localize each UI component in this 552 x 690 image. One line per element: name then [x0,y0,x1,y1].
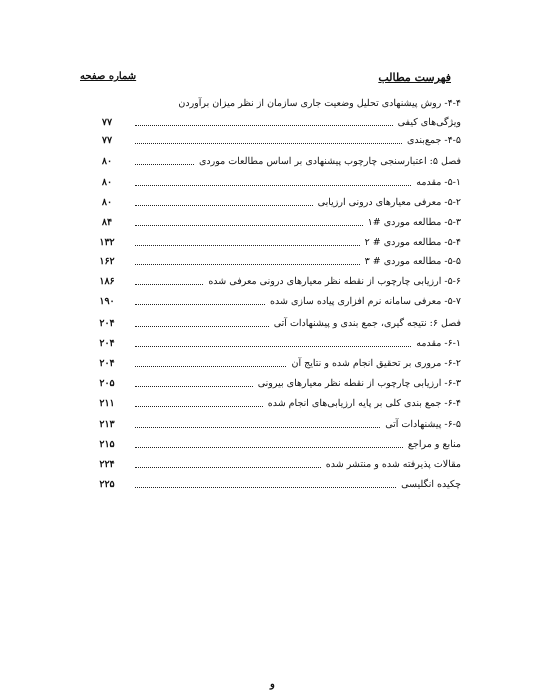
page-number-column-header: شماره صفحه [80,71,137,82]
dot-leader [135,386,253,387]
dot-leader [135,284,203,285]
toc-entry-title: منابع و مراجع [405,438,461,452]
toc-entry-title: ۵-۳- مطالعه موردی #۱ [365,216,461,230]
toc-entry-page: ۱۳۲ [99,237,115,248]
toc-entry-title: فصل ۶: نتیجه گیری، جمع بندی و پیشنهادات آتی [271,317,461,331]
toc-entry-page: ۲۰۴ [99,358,115,369]
toc-entry-title: مقالات پذیرفته شده و منتشر شده [323,458,461,472]
dot-leader [135,185,411,186]
dot-leader [135,245,360,246]
dot-leader [135,406,263,407]
toc-entry-page: ۱۸۶ [99,276,115,287]
toc-entry[interactable] [95,275,461,289]
toc-entry-page: ۸۴ [101,217,113,228]
toc-entry[interactable] [95,337,461,351]
toc-entry-title: ۴-۴- روش پیشنهادی تحلیل وضعیت جاری سازمان از نظر میزان برآوردن [175,97,461,111]
toc-entry-title: ۶-۳- ارزیابی چارچوب از نقطه نظر معیارهای بیرونی [255,377,461,391]
toc-entry[interactable] [95,155,461,169]
dot-leader [135,427,380,428]
dot-leader [135,225,363,226]
toc-entry-page: ۲۰۴ [99,318,115,329]
toc-entry-title: ۶-۱- مقدمه [413,337,461,351]
dot-leader [135,467,321,468]
toc-entry[interactable] [95,357,461,371]
toc-entry-title: ۵-۲- معرفی معیارهای درونی ارزیابی [315,196,461,210]
toc-entry-page: ۸۰ [101,177,113,188]
page-footer-number: و [270,679,275,690]
toc-entry[interactable] [95,216,461,230]
toc-entry-page: ۱۶۲ [99,256,115,267]
toc-entry[interactable] [95,196,461,210]
toc-entry-title: چکیده انگلیسی [398,478,461,492]
toc-entry-title: ۵-۱- مقدمه [413,176,461,190]
toc-entry-title: ۵-۷- معرفی سامانه نرم افزاری پیاده سازی شده [267,295,461,309]
toc-entry[interactable] [95,295,461,309]
toc-entry-title: ۵-۶- ارزیابی چارچوب از نقطه نظر معیارهای درونی معرفی شده [205,275,461,289]
toc-entry[interactable] [95,176,461,190]
toc-entry[interactable] [95,255,461,269]
toc-entry[interactable] [95,317,461,331]
toc-entry[interactable] [95,97,461,111]
toc-entry[interactable] [95,458,461,472]
toc-entry-page: ۸۰ [101,197,113,208]
toc-entry-title: فصل ۵: اعتبارسنجی چارچوب پیشنهادی بر اساس مطالعات موردی [196,155,461,169]
toc-entry-page: ۲۱۱ [99,398,115,409]
toc-entry[interactable] [95,116,461,130]
toc-entry-title: ۶-۵- پیشنهادات آتی [382,418,461,432]
toc-entry[interactable] [95,438,461,452]
toc-entry[interactable] [95,418,461,432]
toc-entry-title: ۶-۲- مروری بر تحقیق انجام شده و نتایج آن [289,357,462,371]
dot-leader [135,205,313,206]
toc-entry-title: ۶-۴- جمع بندی کلی بر پایه ارزیابی‌های انجام شده [265,397,461,411]
toc-entry-title: ۵-۴- مطالعه موردی # ۲ [362,236,461,250]
toc-entry[interactable] [95,478,461,492]
dot-leader [135,447,403,448]
toc-entry-page: ۱۹۰ [99,296,115,307]
dot-leader [135,143,402,144]
dot-leader [135,366,286,367]
toc-entry-title: ۴-۵- جمع‌بندی [404,134,461,148]
dot-leader [135,125,393,126]
toc-entry[interactable] [95,397,461,411]
toc-entry-page: ۷۷ [101,117,113,128]
toc-entry-page: ۲۰۴ [99,338,115,349]
toc-entry-page: ۲۱۳ [99,419,115,430]
toc-entry[interactable] [95,134,461,148]
dot-leader [135,326,269,327]
toc-entry-page: ۸۰ [101,156,113,167]
toc-entry-page: ۲۲۵ [99,479,115,490]
dot-leader [135,164,194,165]
toc-entry-page: ۲۱۵ [99,439,115,450]
toc-entry[interactable] [95,236,461,250]
toc-title: فهرست مطالب [378,71,451,84]
dot-leader [135,487,396,488]
toc-entry-title: ۵-۵- مطالعه موردی # ۳ [362,255,461,269]
toc-entry[interactable] [95,377,461,391]
toc-entry-page: ۲۰۵ [99,378,115,389]
toc-entry-page: ۷۷ [101,135,113,146]
dot-leader [135,346,411,347]
dot-leader [135,264,360,265]
dot-leader [135,304,265,305]
toc-entry-page: ۲۲۴ [99,459,115,470]
toc-entry-title: ویژگی‌های کیفی [395,116,461,130]
